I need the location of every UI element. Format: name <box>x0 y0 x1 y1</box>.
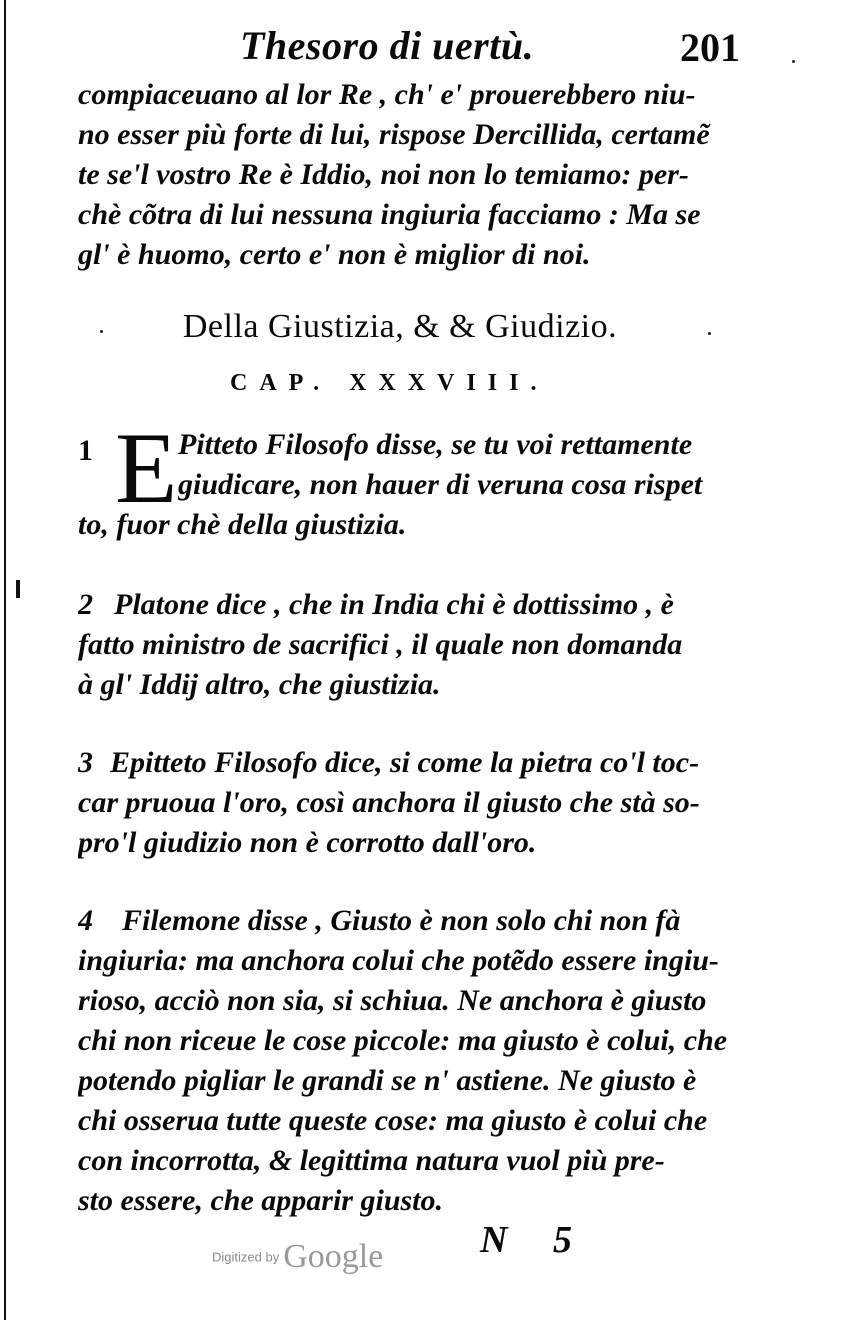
text-line: chi osserua tutte queste cose: ma giusto è colui che <box>78 1104 708 1137</box>
text-line: fatto ministro de sacrifici , il quale non domanda <box>78 628 683 661</box>
text-line: pro'l giudizio non è corrotto dall'oro. <box>78 826 537 859</box>
text-line: chi non riceue le cose piccole: ma giusto è colui, che <box>78 1024 728 1057</box>
text-line: car pruoua l'oro, così anchora il giusto che stà so- <box>78 786 700 819</box>
digitized-watermark <box>212 1238 383 1276</box>
text-line: Filemone disse , Giusto è non solo chi non fà <box>122 904 681 937</box>
text-line: to, fuor chè della giustizia. <box>78 508 407 541</box>
scan-edge-line <box>4 0 6 1320</box>
paragraph-number: 4 <box>78 904 93 937</box>
digitized-by-label: Digitized by <box>212 1249 280 1265</box>
text-line: ingiuria: ma anchora colui che potẽdo essere ingiu- <box>78 944 719 977</box>
paragraph-number: 1 <box>78 434 93 467</box>
page-header <box>70 22 760 72</box>
text-line: giudicare, non hauer di veruna cosa rispet <box>178 468 703 501</box>
text-line: gl' è huomo, certo e' non è miglior di noi. <box>78 238 591 271</box>
text-line: chè cõtra di lui nessuna ingiuria facciamo : Ma se <box>78 198 701 231</box>
chapter-title: Della Giustizia, & & Giudizio. <box>182 308 618 345</box>
text-line: rioso, acciò non sia, si schiua. Ne anchora è giusto <box>78 984 707 1017</box>
signature-mark: N 5 <box>480 1219 572 1261</box>
text-line: sto essere, che apparir giusto. <box>78 1184 444 1217</box>
text-line: Pitteto Filosofo disse, se tu voi rettamente <box>178 428 693 461</box>
text-line: Epitteto Filosofo dice, si come la pietra co'l toc- <box>110 746 700 779</box>
text-line: no esser più forte di lui, rispose Dercillida, certamẽ <box>78 118 710 151</box>
paragraph-number: 3 <box>78 746 93 779</box>
text-line: à gl' Iddij altro, che giustizia. <box>78 668 441 701</box>
google-logo-text: Google <box>283 1238 384 1275</box>
chapter-number: CAP. XXXVIII. <box>230 370 549 396</box>
text-line: te se'l vostro Re è Iddio, noi non lo temiamo: per- <box>78 158 689 191</box>
drop-cap-letter: E <box>115 412 178 525</box>
page-number: 201 <box>680 25 740 70</box>
paragraph-number: 2 <box>78 588 93 621</box>
text-line: con incorrotta, & legittima natura vuol più pre- <box>78 1144 665 1177</box>
running-title: Thesoro di uertù. <box>240 23 535 68</box>
scan-speck <box>792 60 795 63</box>
text-line: compiaceuano al lor Re , ch' e' prouerebbero niu- <box>78 78 696 111</box>
scan-artifact-mark <box>16 580 20 598</box>
text-line: Platone dice , che in India chi è dottissimo , è <box>114 588 674 621</box>
text-line: potendo pigliar le grandi se n' astiene. Ne giusto è <box>78 1064 697 1097</box>
